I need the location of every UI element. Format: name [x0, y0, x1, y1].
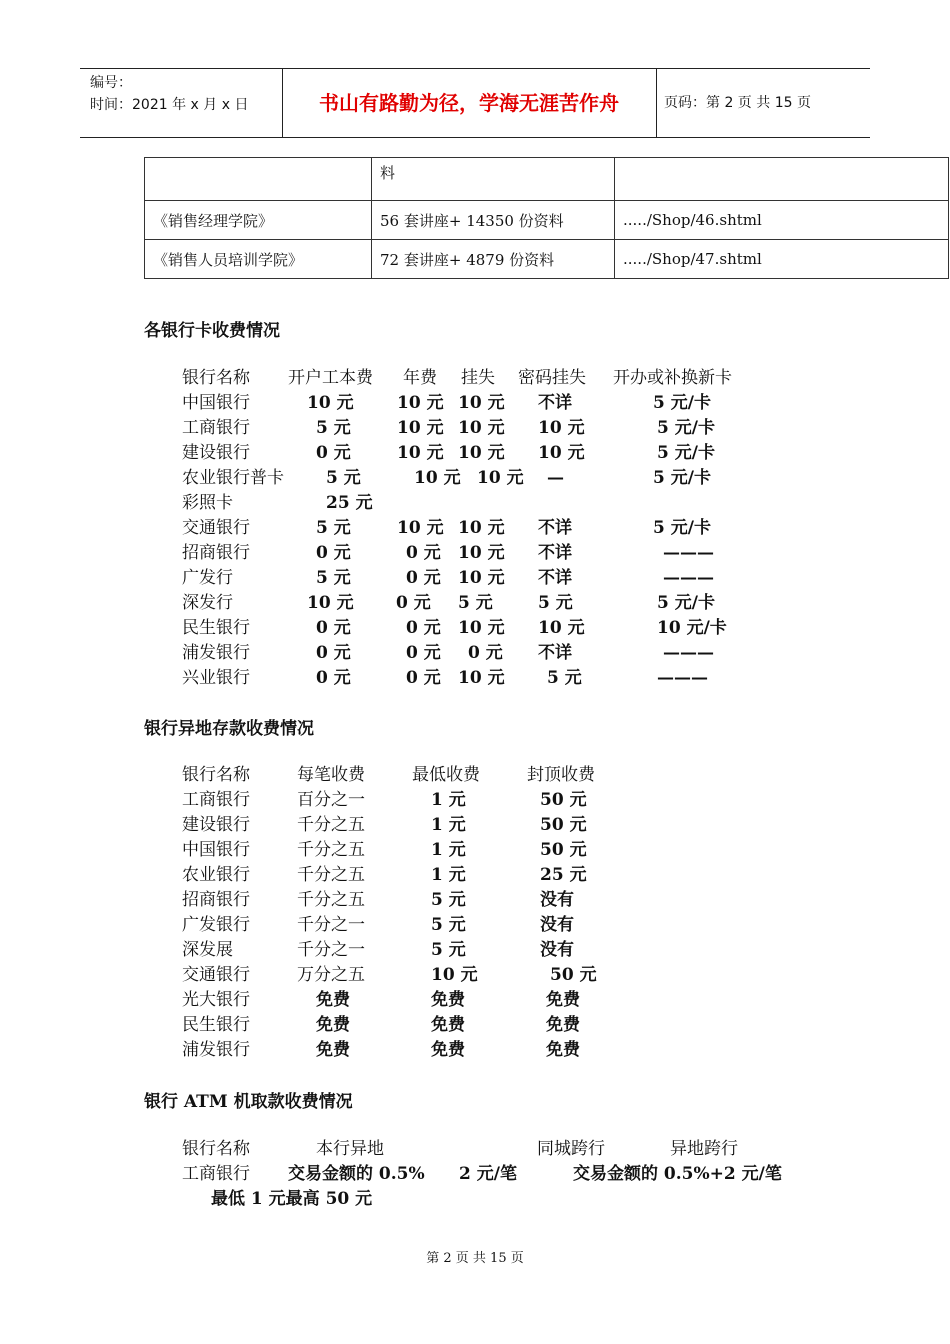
column-header: 年费 — [403, 368, 437, 388]
table-cell — [615, 158, 949, 201]
fee-value: 千分之五 — [297, 840, 365, 860]
table-row — [0, 813, 950, 838]
fee-value: 1 元 — [431, 815, 466, 835]
table-header-row — [0, 366, 950, 391]
table-cell: 72 套讲座+ 4879 份资料 — [372, 240, 615, 279]
fee-value: 10 元 — [458, 518, 505, 538]
table-row — [0, 788, 950, 813]
header-motto: 书山有路勤为径，学海无涯苦作舟 — [319, 91, 619, 115]
table-row — [0, 491, 950, 516]
fee-value: 免费 — [431, 1015, 465, 1035]
fee-value: 5 元/卡 — [657, 593, 715, 613]
fee-value: 交易金额的 0.5% — [288, 1164, 425, 1184]
fee-value: 10 元 — [431, 965, 478, 985]
bank-name: 广发行 — [182, 568, 233, 588]
table-row — [0, 1038, 950, 1063]
fee-value: 不详 — [538, 568, 572, 588]
bank-name: 建设银行 — [182, 815, 250, 835]
column-header: 同城跨行 — [537, 1139, 605, 1159]
fee-value: 10 元 — [397, 418, 444, 438]
fee-value: 不详 — [538, 643, 572, 663]
fee-value: 免费 — [546, 1015, 580, 1035]
link-cell[interactable]: ...../Shop/46.shtml — [615, 201, 949, 240]
fee-value: 免费 — [431, 990, 465, 1010]
fee-value: 不详 — [538, 393, 572, 413]
fee-value: 50 元 — [540, 790, 587, 810]
table-header-row — [0, 1137, 950, 1162]
fee-value: 5 元 — [458, 593, 493, 613]
table-cell: 56 套讲座+ 14350 份资料 — [372, 201, 615, 240]
fee-value: 没有 — [540, 915, 574, 935]
fee-value: 50 元 — [540, 815, 587, 835]
link-cell[interactable]: ...../Shop/47.shtml — [615, 240, 949, 279]
table-row — [0, 591, 950, 616]
fee-value: 5 元 — [431, 915, 466, 935]
fee-value: 25 元 — [326, 493, 373, 513]
fee-value: 5 元 — [316, 418, 351, 438]
fee-value: 5 元/卡 — [657, 443, 715, 463]
bank-name: 兴业银行 — [182, 668, 250, 688]
bank-name: 深发展 — [182, 940, 233, 960]
bank-name: 建设银行 — [182, 443, 250, 463]
fee-value: 5 元/卡 — [653, 518, 711, 538]
fee-value: 0 元 — [406, 543, 441, 563]
table-cell — [145, 158, 372, 201]
fee-value: ——— — [663, 568, 714, 588]
bank-name: 招商银行 — [182, 890, 250, 910]
table-row — [0, 863, 950, 888]
table-row — [145, 158, 949, 201]
fee-value: 0 元 — [406, 568, 441, 588]
bank-name: 工商银行 — [182, 1164, 250, 1184]
table-row — [0, 516, 950, 541]
time-label: 时间：2021 年 x 月 x 日 — [90, 97, 249, 113]
table-row — [0, 888, 950, 913]
number-label: 编号： — [90, 75, 132, 91]
header-meta — [90, 72, 248, 116]
column-header: 开办或补换新卡 — [613, 368, 732, 388]
table-row — [0, 416, 950, 441]
fee-value: 5 元 — [431, 940, 466, 960]
fee-value: 10 元 — [458, 668, 505, 688]
fee-value: 1 元 — [431, 865, 466, 885]
fee-value: 5 元 — [547, 668, 582, 688]
fee-value: 5 元 — [538, 593, 573, 613]
fee-value: 没有 — [540, 890, 574, 910]
column-header: 开户工本费 — [288, 368, 373, 388]
fee-value: 0 元 — [316, 618, 351, 638]
table-cell: 料 — [372, 158, 615, 201]
fee-value: 5 元/卡 — [657, 418, 715, 438]
fee-value: 10 元 — [477, 468, 524, 488]
fee-value: 50 元 — [540, 840, 587, 860]
table-row — [0, 616, 950, 641]
column-header: 挂失 — [461, 368, 495, 388]
table-row — [0, 466, 950, 491]
table-cell: 《销售经理学院》 — [145, 201, 372, 240]
column-header: 每笔收费 — [297, 765, 365, 785]
table-row — [0, 988, 950, 1013]
table-cell: 《销售人员培训学院》 — [145, 240, 372, 279]
column-header: 银行名称 — [182, 765, 250, 785]
fee-value: 1 元 — [431, 840, 466, 860]
table-row — [145, 201, 949, 240]
table-row — [0, 541, 950, 566]
bank-name: 农业银行普卡 — [182, 468, 284, 488]
fee-value: 50 元 — [550, 965, 597, 985]
fee-value: 10 元 — [397, 393, 444, 413]
table-row — [145, 240, 949, 279]
links-table — [144, 157, 949, 279]
fee-value: 5 元 — [316, 568, 351, 588]
table-header-row — [0, 763, 950, 788]
fee-value: 10 元 — [397, 518, 444, 538]
fee-value: 没有 — [540, 940, 574, 960]
bank-name: 民生银行 — [182, 618, 250, 638]
fee-value: 免费 — [316, 1040, 350, 1060]
table-row — [0, 913, 950, 938]
card-fees-heading: 各银行卡收费情况 — [144, 321, 280, 341]
bank-name: 深发行 — [182, 593, 233, 613]
fee-value: ——— — [657, 668, 708, 688]
fee-value: 0 元 — [468, 643, 503, 663]
fee-value: 5 元 — [316, 518, 351, 538]
column-header: 密码挂失 — [518, 368, 586, 388]
fee-value: 2 元/笔 — [459, 1164, 517, 1184]
fee-value: 10 元/卡 — [657, 618, 727, 638]
header-page-info: 页码：第 2 页 共 15 页 — [664, 95, 811, 111]
fee-value: 万分之五 — [297, 965, 365, 985]
fee-value: 10 元 — [458, 618, 505, 638]
fee-value: 10 元 — [538, 443, 585, 463]
header-divider — [656, 69, 657, 137]
fee-value: 0 元 — [316, 668, 351, 688]
fee-value: ——— — [663, 643, 714, 663]
fee-value: 千分之一 — [297, 915, 365, 935]
fee-value: 交易金额的 0.5%+2 元/笔 — [573, 1164, 782, 1184]
fee-value: 免费 — [431, 1040, 465, 1060]
fee-value: 10 元 — [458, 418, 505, 438]
table-row — [0, 1162, 950, 1187]
fee-value: 免费 — [316, 1015, 350, 1035]
fee-value: 25 元 — [540, 865, 587, 885]
bank-name: 工商银行 — [182, 790, 250, 810]
fee-value: 10 元 — [538, 618, 585, 638]
fee-value: 10 元 — [307, 393, 354, 413]
fee-value: 千分之一 — [297, 940, 365, 960]
bank-name: 交通银行 — [182, 518, 250, 538]
fee-value: 千分之五 — [297, 890, 365, 910]
bank-name: 浦发银行 — [182, 1040, 250, 1060]
table-row — [0, 441, 950, 466]
fee-value: 5 元 — [431, 890, 466, 910]
fee-value: 5 元 — [326, 468, 361, 488]
table-row — [0, 963, 950, 988]
page-footer: 第 2 页 共 15 页 — [426, 1251, 524, 1266]
page-header — [80, 68, 870, 138]
fee-value: — — [547, 468, 564, 488]
column-header: 封顶收费 — [527, 765, 595, 785]
fee-value: 百分之一 — [297, 790, 365, 810]
fee-value: 0 元 — [406, 618, 441, 638]
atm-fees-heading: 银行 ATM 机取款收费情况 — [144, 1092, 353, 1112]
bank-name: 工商银行 — [182, 418, 250, 438]
fee-value: 5 元/卡 — [653, 468, 711, 488]
column-header: 异地跨行 — [670, 1139, 738, 1159]
fee-value: 0 元 — [316, 443, 351, 463]
bank-name: 招商银行 — [182, 543, 250, 563]
fee-value: 0 元 — [406, 668, 441, 688]
column-header: 本行异地 — [316, 1139, 384, 1159]
table-row — [0, 838, 950, 863]
fee-value: 0 元 — [406, 643, 441, 663]
table-row — [0, 391, 950, 416]
fee-value: 10 元 — [458, 393, 505, 413]
deposit-fees-heading: 银行异地存款收费情况 — [144, 719, 314, 739]
table-row — [0, 1013, 950, 1038]
column-header: 最低收费 — [412, 765, 480, 785]
fee-value: 10 元 — [307, 593, 354, 613]
column-header: 银行名称 — [182, 1139, 250, 1159]
bank-name: 农业银行 — [182, 865, 250, 885]
fee-value: 1 元 — [431, 790, 466, 810]
bank-name: 中国银行 — [182, 393, 250, 413]
table-row — [0, 566, 950, 591]
fee-value: 10 元 — [458, 543, 505, 563]
bank-name: 交通银行 — [182, 965, 250, 985]
column-header: 银行名称 — [182, 368, 250, 388]
fee-value: 5 元/卡 — [653, 393, 711, 413]
fee-value: 0 元 — [316, 643, 351, 663]
fee-value: 不详 — [538, 543, 572, 563]
fee-value: 不详 — [538, 518, 572, 538]
fee-value: 千分之五 — [297, 815, 365, 835]
bank-name: 光大银行 — [182, 990, 250, 1010]
fee-value: ——— — [663, 543, 714, 563]
fee-value: 10 元 — [414, 468, 461, 488]
fee-value: 0 元 — [316, 543, 351, 563]
table-row — [0, 938, 950, 963]
fee-value: 免费 — [316, 990, 350, 1010]
bank-name: 浦发银行 — [182, 643, 250, 663]
bank-name: 彩照卡 — [182, 493, 233, 513]
bank-name: 民生银行 — [182, 1015, 250, 1035]
fee-value: 免费 — [546, 990, 580, 1010]
fee-value: 10 元 — [538, 418, 585, 438]
fee-value: 10 元 — [458, 568, 505, 588]
fee-value: 10 元 — [458, 443, 505, 463]
fee-value: 10 元 — [397, 443, 444, 463]
bank-name: 中国银行 — [182, 840, 250, 860]
fee-value: 0 元 — [396, 593, 431, 613]
table-row — [0, 641, 950, 666]
bank-name: 广发银行 — [182, 915, 250, 935]
atm-fee-note: 最低 1 元最高 50 元 — [211, 1189, 373, 1209]
table-row — [0, 666, 950, 691]
fee-value: 免费 — [546, 1040, 580, 1060]
fee-value: 千分之五 — [297, 865, 365, 885]
